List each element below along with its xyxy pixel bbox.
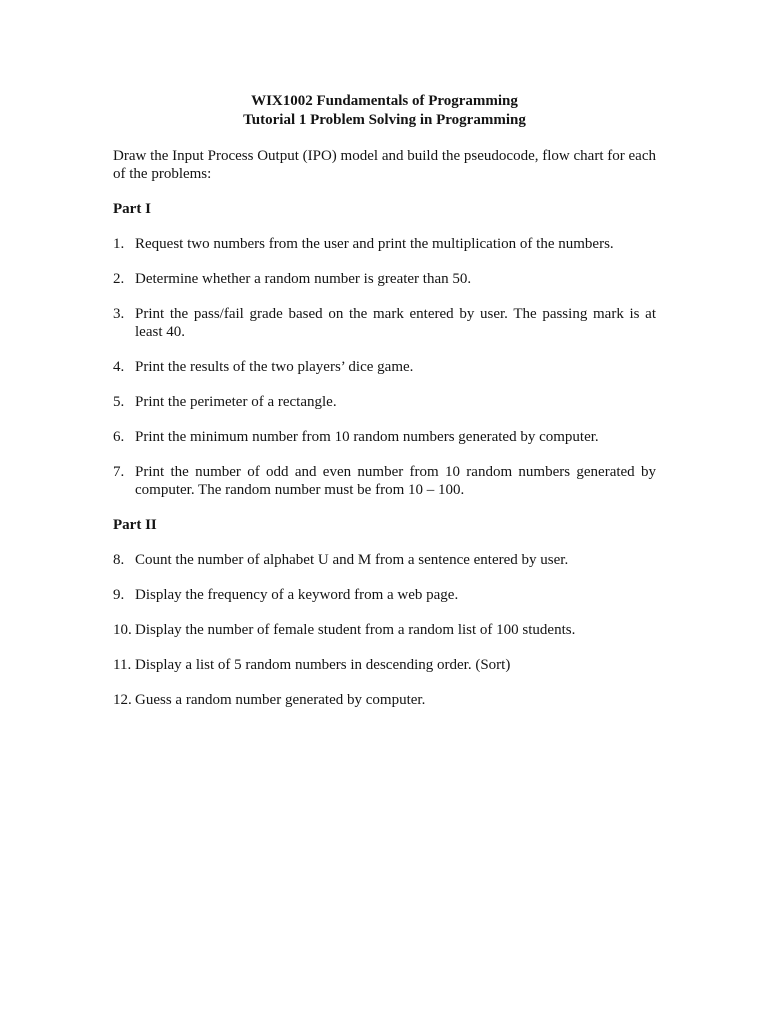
problem-number: 9. [113,587,125,603]
problem-text: Request two numbers from the user and print the multiplication of the numbers. [135,236,614,252]
course-title: WIX1002 Fundamentals of Programming [251,93,518,109]
problem-text: Display the frequency of a keyword from a web page. [135,587,459,603]
problem-item [113,358,656,376]
problem-list [113,235,656,499]
problem-number: 11. [113,657,132,673]
problem-item [113,621,656,639]
instructions-paragraph: Draw the Input Process Output (IPO) model and build the pseudocode, flow chart for each of the problems: [113,148,656,182]
problem-number: 8. [113,552,125,568]
problem-item [113,463,656,499]
problem-text: Count the number of alphabet U and M from a sentence entered by user. [135,552,569,568]
part-1-section [113,200,656,499]
part-heading: Part II [113,517,157,533]
problem-text: Print the number of odd and even number from 10 random numbers generated by computer. The random number must be from 10 – 100. [135,464,656,498]
problem-item [113,428,656,446]
problem-number: 12. [113,692,132,708]
problem-item [113,393,656,411]
problem-text: Guess a random number generated by computer. [135,692,426,708]
part-2-section [113,516,656,709]
part-heading: Part I [113,201,151,217]
problem-text: Print the pass/fail grade based on the mark entered by user. The passing mark is at least 40. [135,306,656,340]
problem-number: 3. [113,306,125,322]
problem-text: Print the results of the two players’ dice game. [135,359,414,375]
problem-number: 7. [113,464,125,480]
problem-item [113,235,656,253]
problem-item [113,691,656,709]
document-page [113,92,656,709]
problem-number: 6. [113,429,125,445]
problem-item [113,305,656,341]
problem-number: 2. [113,271,125,287]
problem-item [113,551,656,569]
problem-text: Display a list of 5 random numbers in descending order. (Sort) [135,657,511,673]
problem-text: Display the number of female student from a random list of 100 students. [135,622,576,638]
tutorial-title: Tutorial 1 Problem Solving in Programming [243,112,526,128]
problem-item [113,586,656,604]
problem-text: Print the minimum number from 10 random numbers generated by computer. [135,429,599,445]
problem-number: 1. [113,236,125,252]
problem-item [113,270,656,288]
problem-item [113,656,656,674]
problem-list [113,551,656,709]
problem-number: 10. [113,622,132,638]
problem-text: Determine whether a random number is greater than 50. [135,271,472,287]
problem-text: Print the perimeter of a rectangle. [135,394,337,410]
problem-number: 4. [113,359,125,375]
problem-number: 5. [113,394,125,410]
